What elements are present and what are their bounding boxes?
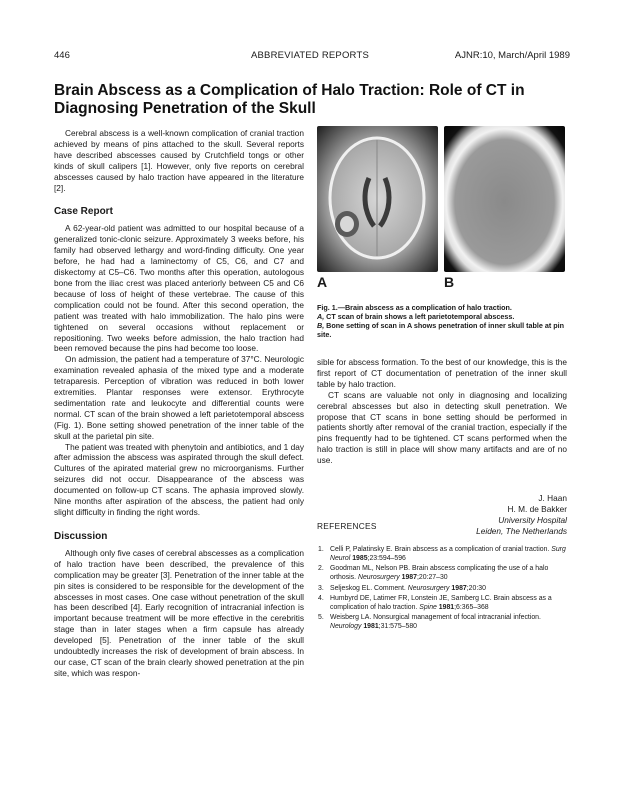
reference-item [317,565,567,583]
discussion-paragraph-1-continued: sible for abscess formation. To the best of our knowledge, this is the first report of CT documentation of penetration of the inner skull table by halo traction. [317,357,567,389]
reference-item [317,585,567,594]
case-report-paragraph-2: On admission, the patient had a temperature of 37°C. Neurologic examination revealed aphasia of the mixed type and a moderate tetraparesis. Perception of vibration was reduced in both lower extremities. Plantar responses were extensor. Erythrocyte sedimentation rate and leukocyte and differential counts were normal. CT scan of the brain showed a left parietotemporal abscess (Fig. 1). Bone setting showed penetration of the inner table of the skull at the parietal pin site. [54,354,304,441]
reference-pages: ;23:594–596 [367,554,406,562]
author-name: H. M. de Bakker [507,503,567,514]
caption-title: Fig. 1.—Brain abscess as a complication of halo traction. [317,303,512,312]
bone-setting-scan-image-b [444,126,565,272]
reference-year: 1985 [350,554,368,562]
reference-year: 1981 [361,623,379,631]
discussion-heading: Discussion [54,530,108,542]
left-column [54,128,304,679]
right-column [317,357,567,466]
case-report-paragraph-1: A 62-year-old patient was admitted to our hospital because of a generalized tonic-clonic seizure. Approximately 3 weeks before, his family had observed lethargy and word-finding difficulty. One year before, he had had a laminectomy of C5, C6, and C7 and diskectomy at C5–C6. Two months after this operation, autologous bone from the iliac crest was placed anteriorly between C5 and C6 because of loss of height of these vertebrae. The cause of this complication could not be found. After this second operation, the patient was treated with halo immobilization. The halo pins were tightened on several occasions without replacement or repositioning. Two weeks before admission, the halo traction had been removed because the pins had become too loose. [54,223,304,354]
section-heading: ABBREVIATED REPORTS [250,50,369,61]
ct-scan-image-a [317,126,438,272]
reference-item [317,614,567,632]
author-location: Leiden, The Netherlands [476,525,567,536]
case-report-heading: Case Report [54,206,113,218]
reference-pages: ;20:27–30 [416,574,448,582]
reference-journal: Surg Neurol [330,546,566,562]
reference-text: Seljeskog EL. Comment. [330,584,408,592]
panel-label-a: A [317,274,328,290]
reference-number: 3. [318,584,324,592]
reference-year: 1987 [449,584,467,592]
discussion-paragraph-2: CT scans are valuable not only in diagnosing and localizing cerebral abscesses but also in detecting skull penetration. We propose that CT scans in bone setting should be performed in patients shortly after removal of the cranial traction, especially if the pins frequently had to be tightened. CT scans performed when the halo traction is still in place will show many artifacts and are of no use. [317,389,567,466]
reference-journal: Spine [419,603,437,611]
caption-line-b [317,321,567,339]
reference-number: 1. [318,546,324,553]
panel-label-b: B [444,274,455,290]
reference-number: 5. [318,614,324,622]
figure-caption [317,303,567,339]
reference-text: Goodman ML, Nelson PB. Brain abscess complicating the use of a halo orthosis. [330,565,549,582]
caption-line-a [317,312,567,321]
caption-b-text: Bone setting of scan in A shows penetration of inner skull table at pin site. [317,321,565,340]
reference-item [317,546,567,564]
reference-list [317,546,567,634]
reference-pages: ;20:30 [466,584,486,592]
reference-item [317,595,567,613]
references-heading: REFERENCES [317,521,377,531]
reference-text: Celli P, Palatinsky E. Brain abscess as a complication of cranial traction. [330,546,552,553]
reference-journal: Neurology [330,623,362,631]
case-report-paragraph-3: The patient was treated with phenytoin and antibiotics, and 1 day after admission the abscess was aspirated through the skull defect. Cultures of the apirated material grew no microorganisms. Further seizures did not occur. Disappearance of the abscess was documented on follow-up CT scans. The aphasia improved slowly. Nine months after aspiration of the abscess, the patient had only slight difficulty in finding the right words. [54,441,304,517]
page-number: 446 [54,50,70,61]
reference-year: 1981 [436,603,455,611]
reference-text: Weisberg LA. Nonsurgical management of focal intracranial infection. [330,614,541,622]
caption-b-label: B, [317,321,325,331]
caption-a-label: A, [317,312,325,322]
reference-pages: ;31:575–580 [378,623,417,631]
intro-paragraph: Cerebral abscess is a well-known complication of cranial traction achieved by means of pins attached to the skull. Several reports have described abscesses caused by Crutchfield tongs or other kinds of skull calipers [1]. However, only five reports on cerebral abscesses caused by halo traction have appeared in the literature [2]. [54,128,304,193]
author-name: J. Haan [538,493,567,503]
reference-pages: ;6:365–368 [454,603,489,611]
reference-journal: Neurosurgery [357,574,400,582]
brain-scan-drawing [317,126,438,272]
article-title: Brain Abscess as a Complication of Halo Traction: Role of CT in Diagnosing Penetration of the Skull [54,82,525,117]
reference-year: 1987 [399,574,417,582]
caption-a-text: CT scan of brain shows a left parietotemporal abscess. [324,312,515,322]
reference-text: Humbyrd DE, Latimer FR, Lonstein JE, Samberg LC. Brain abscess as a complication of halo traction. [330,595,552,611]
reference-journal: Neurosurgery [407,584,450,592]
author-institution: University Hospital [498,514,567,525]
discussion-paragraph-1: Although only five cases of cerebral abscesses as a complication of halo traction have been described, the prevalence of this complication may be greater [3]. Penetration of the inner table at the pin sites is considered to be responsible for the development of the abscesses in most cases. One case without penetration of the skull has been described [4]. Early recognition of intracranial infection is important because treatment will be more effective in the cerebritis stage than in later stages when a firm capsule has already developed [5]. Penetration of the inner table of the skull undoubtedly increases the risk of development of brain abscess. In our case, CT scan of the brain clearly showed penetration at the pin site, which was respon- [54,547,304,678]
reference-number: 2. [318,565,324,573]
reference-number: 4. [318,595,324,603]
journal-citation: AJNR:10, March/April 1989 [454,50,570,61]
